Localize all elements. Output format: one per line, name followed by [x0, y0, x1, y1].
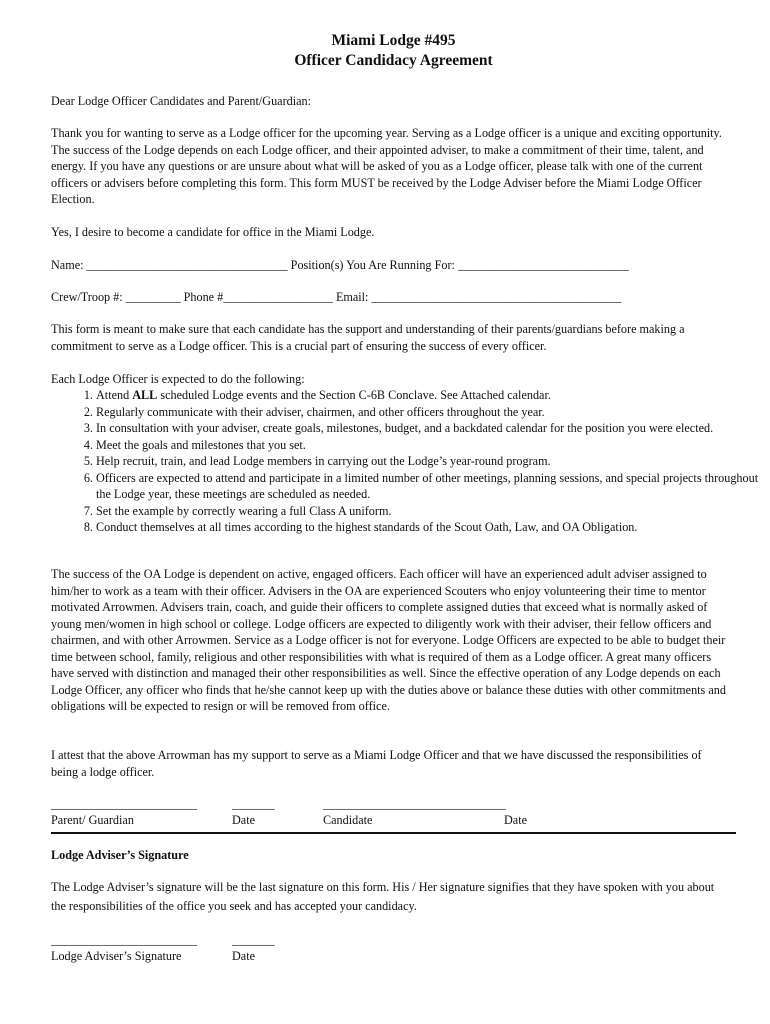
adviser-date-label: Date [232, 949, 256, 963]
list-item: 3. In consultation with your adviser, create goals, milestones, budget, and a backdated calendar for the position you were elected. [96, 420, 770, 437]
list-item: 4. Meet the goals and milestones that you set. [96, 437, 770, 454]
parent-date-label: Date [232, 813, 256, 827]
parent-signature-line[interactable]: ________________________ [51, 797, 198, 811]
list-item: 5. Help recruit, train, and lead Lodge members in carrying out the Lodge’s year-round program. [96, 453, 770, 470]
adviser-signature-label: Lodge Adviser’s Signature [51, 949, 182, 963]
section-divider [51, 832, 736, 834]
success-paragraph: The success of the OA Lodge is dependent on active, engaged officers. Each officer will have an experienced adult adviser assigned to him/her to work as a team with their officer. Advisers in the OA are experienced Scouters who enjoy volunteering their time to mentor motivated Arrowmen. Advisers train, coach, and guide their officers to complete assigned duties that exceed what is normally asked of young men/women in high school or college. Lodge officers are expected to diligently work with their adviser, their fellow officers and chairmen, and with other Arrowmen. Service as a Lodge officer is not for everyone. Lodge Officers are expected to be able to budget their time between school, family, religious and other responsibilities with what is required of them as a Lodge officer. A great many officers have served with distinction and managed their other responsibilities as well. Since the effective operation of any Lodge depends on each Lodge Officer, any officer who finds that he/she cannot keep up with the duties above or balance these duties with other commitments and obligations will be expected to resign or will be removed from office. [51, 567, 726, 713]
attest-paragraph: I attest that the above Arrowman has my support to serve as a Miami Lodge Officer and that we have discussed the responsibilities of being a lodge officer. [51, 748, 702, 779]
parent-guardian-label: Parent/ Guardian [51, 813, 134, 827]
candidate-date-label: Date [504, 813, 528, 827]
list-item: 1. Attend ALL scheduled Lodge events and the Section C-6B Conclave. See Attached calendar. [96, 387, 770, 404]
adviser-date-line[interactable]: _______ [232, 933, 275, 947]
name-position-field-line[interactable]: Name: _________________________________ Position(s) You Are Running For: ____________________________ [51, 258, 629, 272]
form-title: Officer Candidacy Agreement [294, 52, 493, 69]
salutation: Dear Lodge Officer Candidates and Parent/Guardian: [51, 94, 312, 108]
candidate-signature-line[interactable]: ______________________________ [323, 797, 506, 811]
intro-paragraph: Thank you for wanting to serve as a Lodge officer for the upcoming year. Serving as a Lodge officer is a unique and exciting opportunity. The success of the Lodge depends on each Lodge officer, and their appointed adviser, to make a commitment of their time, talent, and energy. If you have any questions or are unsure about what will be asked of you as a Lodge officer, please talk with one of the current officers or advisers before completing this form. This form MUST be received by the Lodge Adviser before the Miami Lodge Officer Election. [51, 126, 722, 206]
duties-intro: Each Lodge Officer is expected to do the following: [51, 372, 305, 386]
adviser-heading: Lodge Adviser’s Signature [51, 848, 189, 862]
list-item: 7. Set the example by correctly wearing a full Class A uniform. [96, 503, 770, 520]
duties-list [51, 387, 770, 536]
purpose-paragraph: This form is meant to make sure that each candidate has the support and understanding of their parents/guardians before making a commitment to serve as a Lodge officer. This is a crucial part of ensuring the success of every officer. [51, 322, 685, 353]
contact-field-line[interactable]: Crew/Troop #: _________ Phone #__________________ Email: _________________________________________ [51, 290, 622, 304]
list-item: 6. Officers are expected to attend and participate in a limited number of other meetings, planning sessions, and special projects throughout the Lodge year, these meetings are scheduled as needed. [96, 470, 770, 503]
candidate-label: Candidate [323, 813, 373, 827]
adviser-signature-line[interactable]: ________________________ [51, 933, 198, 947]
list-item: 2. Regularly communicate with their adviser, chairmen, and other officers throughout the year. [96, 404, 770, 421]
emphasis-all: ALL [132, 388, 158, 402]
adviser-paragraph: The Lodge Adviser’s signature will be the last signature on this form. His / Her signature signifies that they have spoken with you about the responsibilities of the office you seek and has accepted your candidacy. [51, 880, 715, 913]
parent-date-line[interactable]: _______ [232, 797, 275, 811]
lodge-title: Miami Lodge #495 [331, 32, 456, 49]
list-item: 8. Conduct themselves at all times according to the highest standards of the Scout Oath, Law, and OA Obligation. [96, 519, 770, 536]
candidate-statement: Yes, I desire to become a candidate for office in the Miami Lodge. [51, 225, 375, 239]
